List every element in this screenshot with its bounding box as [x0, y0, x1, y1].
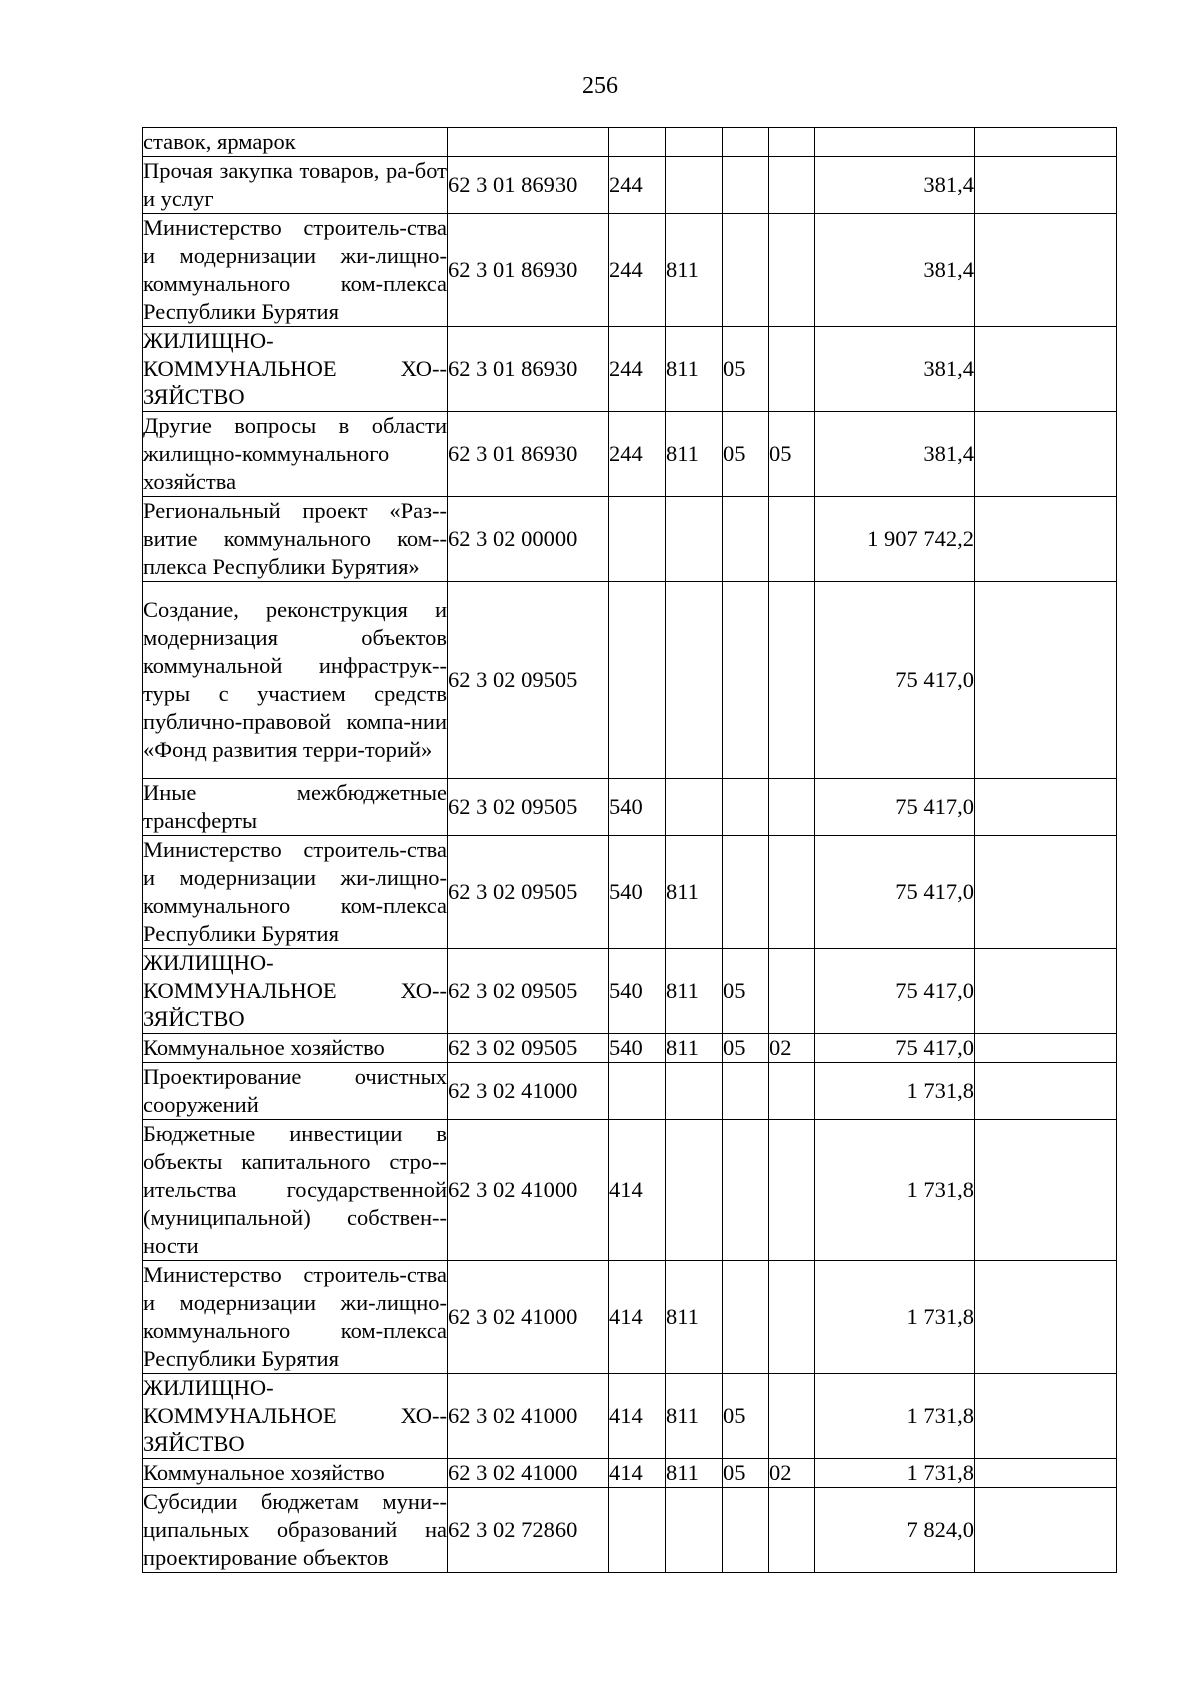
extra-cell [975, 214, 1117, 327]
section-code [723, 582, 769, 779]
target-article-code [448, 128, 609, 157]
row-name: Бюджетные инвестиции в объекты капитального стро-ительства государственной (муниципальной) собствен-ности [143, 1120, 448, 1261]
target-article-code: 62 3 02 41000 [448, 1063, 609, 1120]
target-article-code: 62 3 02 09505 [448, 836, 609, 949]
section-code: 05 [723, 1034, 769, 1063]
subsection-code [769, 1063, 815, 1120]
ministry-code: 811 [666, 1459, 723, 1488]
subsection-code: 02 [769, 1034, 815, 1063]
amount: 1 731,8 [815, 1120, 975, 1261]
amount: 1 731,8 [815, 1063, 975, 1120]
amount: 7 824,0 [815, 1488, 975, 1573]
amount: 381,4 [815, 412, 975, 497]
table-row [143, 1120, 1117, 1261]
extra-cell [975, 157, 1117, 214]
amount: 75 417,0 [815, 1034, 975, 1063]
target-article-code: 62 3 02 09505 [448, 1034, 609, 1063]
subsection-code: 02 [769, 1459, 815, 1488]
expense-type [609, 582, 666, 779]
subsection-code [769, 128, 815, 157]
ministry-code [666, 497, 723, 582]
row-name: ЖИЛИЩНО-​КОММУНАЛЬНОЕ ХО-ЗЯЙСТВО [143, 327, 448, 412]
amount: 1 731,8 [815, 1261, 975, 1374]
row-name: Региональный проект «Раз-витие коммунального ком-плекса Республики Бурятия» [143, 497, 448, 582]
target-article-code: 62 3 02 09505 [448, 949, 609, 1034]
amount [815, 128, 975, 157]
row-name: ЖИЛИЩНО-​КОММУНАЛЬНОЕ ХО-ЗЯЙСТВО [143, 1374, 448, 1459]
target-article-code: 62 3 02 41000 [448, 1261, 609, 1374]
expense-type: 244 [609, 157, 666, 214]
expense-type: 414 [609, 1374, 666, 1459]
extra-cell [975, 412, 1117, 497]
amount: 1 731,8 [815, 1374, 975, 1459]
section-code [723, 214, 769, 327]
subsection-code [769, 1488, 815, 1573]
extra-cell [975, 327, 1117, 412]
ministry-code [666, 582, 723, 779]
expense-type: 414 [609, 1261, 666, 1374]
expense-type: 540 [609, 949, 666, 1034]
amount: 381,4 [815, 214, 975, 327]
target-article-code: 62 3 01 86930 [448, 214, 609, 327]
ministry-code [666, 1488, 723, 1573]
target-article-code: 62 3 01 86930 [448, 327, 609, 412]
row-name: Иные межбюджетные трансферты [143, 779, 448, 836]
extra-cell [975, 582, 1117, 779]
section-code [723, 1261, 769, 1374]
table-row [143, 412, 1117, 497]
subsection-code [769, 836, 815, 949]
target-article-code: 62 3 02 41000 [448, 1374, 609, 1459]
extra-cell [975, 1488, 1117, 1573]
extra-cell [975, 779, 1117, 836]
subsection-code [769, 1261, 815, 1374]
table-row [143, 497, 1117, 582]
table-row [143, 327, 1117, 412]
ministry-code: 811 [666, 327, 723, 412]
section-code [723, 157, 769, 214]
amount: 1 907 742,2 [815, 497, 975, 582]
target-article-code: 62 3 01 86930 [448, 412, 609, 497]
expense-type: 244 [609, 214, 666, 327]
budget-table [142, 127, 1117, 1573]
amount: 1 731,8 [815, 1459, 975, 1488]
expense-type [609, 1488, 666, 1573]
section-code [723, 779, 769, 836]
target-article-code: 62 3 02 09505 [448, 779, 609, 836]
table-row [143, 1374, 1117, 1459]
row-name: Министерство строитель-ства и модернизации жи-лищно-коммунального ком-плекса Республики Бурятия [143, 836, 448, 949]
row-name: Министерство строитель-ства и модернизации жи-лищно-коммунального ком-плекса Республики Бурятия [143, 1261, 448, 1374]
section-code: 05 [723, 1459, 769, 1488]
expense-type: 540 [609, 779, 666, 836]
section-code: 05 [723, 949, 769, 1034]
row-name: ставок, ярмарок [143, 128, 448, 157]
table-row [143, 582, 1117, 779]
ministry-code [666, 779, 723, 836]
extra-cell [975, 1063, 1117, 1120]
amount: 75 417,0 [815, 582, 975, 779]
table-row [143, 1034, 1117, 1063]
row-name: Другие вопросы в области жилищно-коммунального хозяйства [143, 412, 448, 497]
extra-cell [975, 1120, 1117, 1261]
ministry-code: 811 [666, 1034, 723, 1063]
row-name: Министерство строитель-ства и модернизации жи-лищно-коммунального ком-плекса Республики Бурятия [143, 214, 448, 327]
ministry-code: 811 [666, 412, 723, 497]
subsection-code [769, 1374, 815, 1459]
row-name: ЖИЛИЩНО-​КОММУНАЛЬНОЕ ХО-ЗЯЙСТВО [143, 949, 448, 1034]
table-row [143, 836, 1117, 949]
target-article-code: 62 3 02 41000 [448, 1120, 609, 1261]
extra-cell [975, 1459, 1117, 1488]
table-row [143, 1063, 1117, 1120]
table-row [143, 1459, 1117, 1488]
ministry-code [666, 157, 723, 214]
section-code [723, 497, 769, 582]
subsection-code [769, 582, 815, 779]
target-article-code: 62 3 02 09505 [448, 582, 609, 779]
subsection-code [769, 949, 815, 1034]
table-row [143, 1261, 1117, 1374]
ministry-code: 811 [666, 949, 723, 1034]
ministry-code: 811 [666, 214, 723, 327]
row-name: Коммунальное хозяйство [143, 1034, 448, 1063]
section-code [723, 1120, 769, 1261]
extra-cell [975, 128, 1117, 157]
subsection-code [769, 1120, 815, 1261]
expense-type [609, 1063, 666, 1120]
table-row [143, 949, 1117, 1034]
table-row [143, 1488, 1117, 1573]
amount: 75 417,0 [815, 779, 975, 836]
subsection-code: 05 [769, 412, 815, 497]
table-row [143, 779, 1117, 836]
section-code: 05 [723, 412, 769, 497]
extra-cell [975, 836, 1117, 949]
section-code [723, 1488, 769, 1573]
amount: 75 417,0 [815, 949, 975, 1034]
row-name: Прочая закупка товаров, ра-бот и услуг [143, 157, 448, 214]
subsection-code [769, 214, 815, 327]
section-code: 05 [723, 1374, 769, 1459]
ministry-code [666, 128, 723, 157]
row-name: Субсидии бюджетам муни-ципальных образований на проектирование объектов [143, 1488, 448, 1573]
expense-type: 414 [609, 1120, 666, 1261]
table-row [143, 214, 1117, 327]
ministry-code [666, 1063, 723, 1120]
subsection-code [769, 157, 815, 214]
ministry-code [666, 1120, 723, 1261]
extra-cell [975, 1034, 1117, 1063]
ministry-code: 811 [666, 836, 723, 949]
row-name: Коммунальное хозяйство [143, 1459, 448, 1488]
row-name: Проектирование очистных сооружений [143, 1063, 448, 1120]
amount: 381,4 [815, 157, 975, 214]
section-code [723, 1063, 769, 1120]
extra-cell [975, 1374, 1117, 1459]
subsection-code [769, 779, 815, 836]
target-article-code: 62 3 02 00000 [448, 497, 609, 582]
expense-type: 540 [609, 1034, 666, 1063]
section-code [723, 128, 769, 157]
section-code [723, 836, 769, 949]
section-code: 05 [723, 327, 769, 412]
amount: 381,4 [815, 327, 975, 412]
target-article-code: 62 3 02 72860 [448, 1488, 609, 1573]
extra-cell [975, 497, 1117, 582]
target-article-code: 62 3 01 86930 [448, 157, 609, 214]
target-article-code: 62 3 02 41000 [448, 1459, 609, 1488]
subsection-code [769, 327, 815, 412]
page-number: 256 [582, 73, 618, 99]
table-row [143, 128, 1117, 157]
row-name: Создание, реконструкция и модернизация объектов коммунальной инфраструк-туры с участием средств публично-правовой компа-нии «Фонд развития терри-торий» [143, 582, 448, 779]
ministry-code: 811 [666, 1261, 723, 1374]
extra-cell [975, 949, 1117, 1034]
ministry-code: 811 [666, 1374, 723, 1459]
table-row [143, 157, 1117, 214]
expense-type: 540 [609, 836, 666, 949]
amount: 75 417,0 [815, 836, 975, 949]
expense-type: 244 [609, 412, 666, 497]
expense-type: 244 [609, 327, 666, 412]
expense-type [609, 128, 666, 157]
expense-type: 414 [609, 1459, 666, 1488]
subsection-code [769, 497, 815, 582]
expense-type [609, 497, 666, 582]
extra-cell [975, 1261, 1117, 1374]
